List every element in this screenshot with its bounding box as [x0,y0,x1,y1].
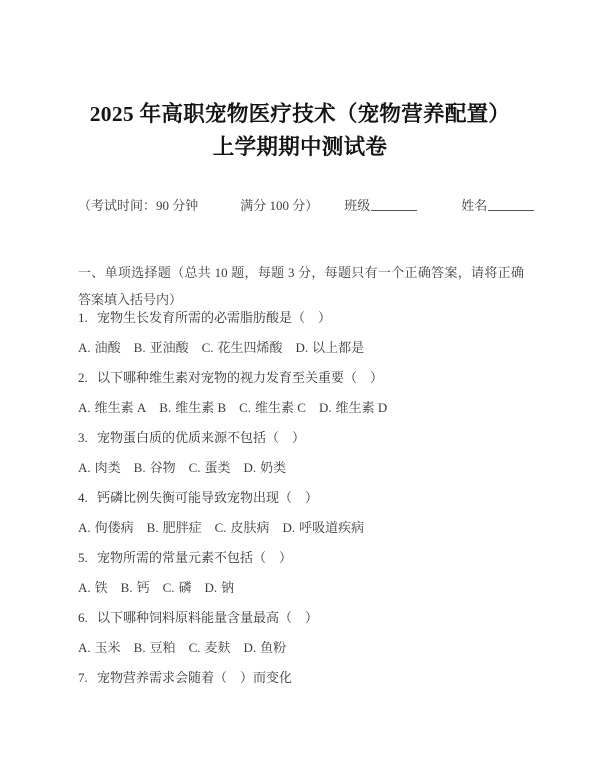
option-b[interactable] [121,573,150,603]
option-d[interactable] [283,513,365,543]
option-d-text: 以上都是 [312,340,365,355]
option-b-letter: B. [133,460,146,475]
question-number: 5. [78,550,88,565]
question-number: 2. [78,370,88,385]
exam-total-score-text: 满分 100 分） [240,198,319,213]
option-d-text: 钠 [221,580,235,595]
option-d-letter: D. [282,520,296,535]
option-c[interactable] [215,513,270,543]
option-b-text: 亚油酸 [149,340,189,355]
option-a-letter: A. [78,460,91,475]
option-b[interactable] [134,333,189,363]
option-a-text: 肉类 [94,460,121,475]
option-a[interactable] [78,453,121,483]
question-number: 7. [78,670,88,685]
option-c[interactable] [189,633,231,663]
option-b[interactable] [134,633,176,663]
option-b-text: 豆粕 [149,640,176,655]
question-number: 3. [78,430,88,445]
name-label: 姓名 [461,198,488,213]
option-a[interactable] [78,513,134,543]
option-c-letter: C. [214,520,227,535]
question-options [78,513,530,543]
option-b[interactable] [159,393,226,423]
option-d[interactable] [244,633,287,663]
question-stem [78,663,530,693]
option-a-letter: A. [78,400,91,415]
question-stem-text: 宠物营养需求会随着（ ）而变化 [97,670,293,685]
option-d-letter: D. [295,340,309,355]
option-b[interactable] [147,513,202,543]
option-a[interactable] [78,573,108,603]
option-c-text: 磷 [178,580,192,595]
question-stem-text: 宠物生长发育所需的必需脂肪酸是（ ） [97,310,332,325]
exam-duration-text: （考试时间：90 分钟 [78,198,199,213]
question-number: 4. [78,490,88,505]
question-options [78,393,530,423]
question-stem [78,363,530,393]
option-c-text: 蛋类 [204,460,231,475]
option-c[interactable] [189,453,231,483]
option-a[interactable] [78,633,121,663]
name-input-blank[interactable] [488,199,534,211]
option-a-text: 玉米 [94,640,121,655]
question-list [78,303,530,693]
question-stem [78,483,530,513]
option-d-text: 呼吸道疾病 [299,520,365,535]
option-b-text: 钙 [136,580,150,595]
option-a-letter: A. [78,640,91,655]
option-d-text: 维生素 D [335,400,388,415]
option-b-letter: B. [146,520,159,535]
option-c[interactable] [239,393,306,423]
question-stem [78,303,530,333]
option-b[interactable] [134,453,176,483]
option-c-text: 麦麸 [204,640,231,655]
question-number: 1. [78,310,88,325]
option-c-letter: C. [188,640,201,655]
exam-info-line [78,196,524,216]
option-a-text: 维生素 A [94,400,147,415]
option-a[interactable] [78,333,121,363]
option-a-letter: A. [78,580,91,595]
option-b-letter: B. [159,400,172,415]
title-line-2: 上学期期中测试卷 [212,135,388,159]
option-c-letter: C. [239,400,252,415]
option-c-text: 皮肤病 [230,520,270,535]
option-d[interactable] [244,453,287,483]
question-stem-text: 钙磷比例失衡可能导致宠物出现（ ） [97,490,319,505]
option-d[interactable] [319,393,387,423]
option-c[interactable] [202,333,283,363]
class-label: 班级 [344,198,371,213]
question-options [78,573,530,603]
option-d-letter: D. [204,580,218,595]
question-stem-text: 宠物蛋白质的优质来源不包括（ ） [97,430,306,445]
section-heading-multiple-choice: 一、单项选择题（总共 10 题，每题 3 分，每题只有一个正确答案，请将正确答案填入括号内） [78,265,524,307]
option-a[interactable] [78,393,146,423]
option-d-letter: D. [318,400,332,415]
option-d-letter: D. [243,460,257,475]
option-d-text: 奶类 [260,460,287,475]
option-c[interactable] [163,573,192,603]
option-d-text: 鱼粉 [260,640,287,655]
option-d[interactable] [205,573,235,603]
option-b-text: 肥胖症 [162,520,202,535]
class-input-blank[interactable] [371,199,417,211]
option-b-letter: B. [120,580,133,595]
question-stem [78,543,530,573]
option-a-letter: A. [78,340,91,355]
option-d[interactable] [296,333,365,363]
option-c-letter: C. [162,580,175,595]
question-stem-text: 以下哪种维生素对宠物的视力发育至关重要（ ） [97,370,384,385]
option-a-text: 铁 [94,580,108,595]
option-a-text: 油酸 [94,340,121,355]
option-c-text: 花生四烯酸 [217,340,283,355]
question-stem-text: 以下哪种饲料原料能量含量最高（ ） [97,610,319,625]
option-b-letter: B. [133,340,146,355]
question-options [78,453,530,483]
option-a-text: 佝偻病 [94,520,134,535]
question-options [78,633,530,663]
question-number: 6. [78,610,88,625]
option-b-text: 谷物 [149,460,176,475]
option-c-text: 维生素 C [255,400,306,415]
question-stem-text: 宠物所需的常量元素不包括（ ） [97,550,293,565]
option-b-text: 维生素 B [175,400,227,415]
option-d-letter: D. [243,640,257,655]
question-stem [78,603,530,633]
title-line-1: 2025 年高职宠物医疗技术（宠物营养配置） [89,102,511,126]
option-b-letter: B. [133,640,146,655]
page-title [60,98,540,164]
option-c-letter: C. [201,340,214,355]
question-stem [78,423,530,453]
option-c-letter: C. [188,460,201,475]
option-a-letter: A. [78,520,91,535]
question-options [78,333,530,363]
